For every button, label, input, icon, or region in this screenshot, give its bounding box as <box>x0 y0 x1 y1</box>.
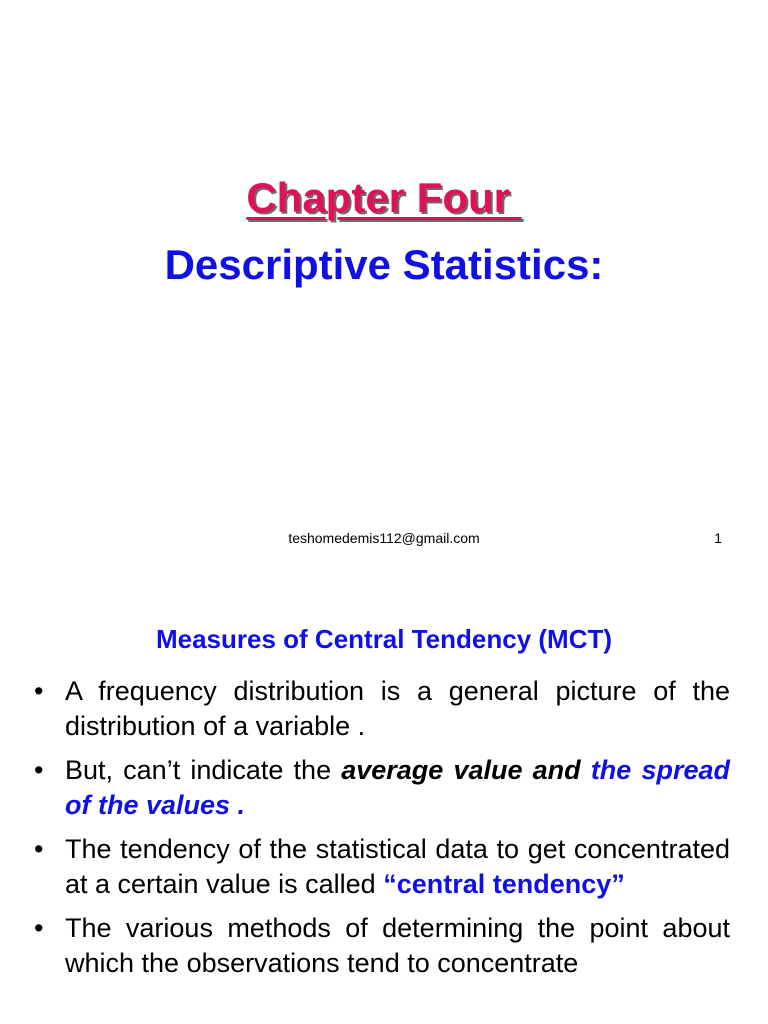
slide-subtitle: Descriptive Statistics: <box>164 241 604 288</box>
bullet-text: The various methods of determining the point about which the observations tend to concentrate <box>65 913 730 978</box>
bullet-item <box>0 832 768 902</box>
chapter-title: Chapter Four <box>246 174 522 221</box>
footer-email: teshomedemis112@gmail.com <box>288 530 480 546</box>
bullet-list <box>0 674 768 990</box>
bullet-emphasis: average value and <box>341 755 581 785</box>
bullet-icon: • <box>34 913 44 943</box>
bullet-text: But, can’t indicate the <box>65 755 342 785</box>
bullet-item <box>0 674 768 744</box>
bullet-text: The tendency of the statistical data to get concentrated at a certain value is called <box>65 834 730 899</box>
section-heading: Measures of Central Tendency (MCT) <box>155 624 613 654</box>
bullet-icon: • <box>34 676 44 706</box>
bullet-item <box>0 911 768 981</box>
slide-2 <box>0 576 768 1024</box>
bullet-highlight: the spread of the values . <box>65 755 730 820</box>
bullet-spacer <box>581 755 591 785</box>
bullet-icon: • <box>34 755 44 785</box>
bullet-icon: • <box>34 834 44 864</box>
bullet-text: A frequency distribution is a general picture of the distribution of a variable . <box>65 676 730 741</box>
page-number: 1 <box>714 530 722 546</box>
bullet-item <box>0 753 768 823</box>
bullet-highlight: “central tendency” <box>383 869 625 899</box>
